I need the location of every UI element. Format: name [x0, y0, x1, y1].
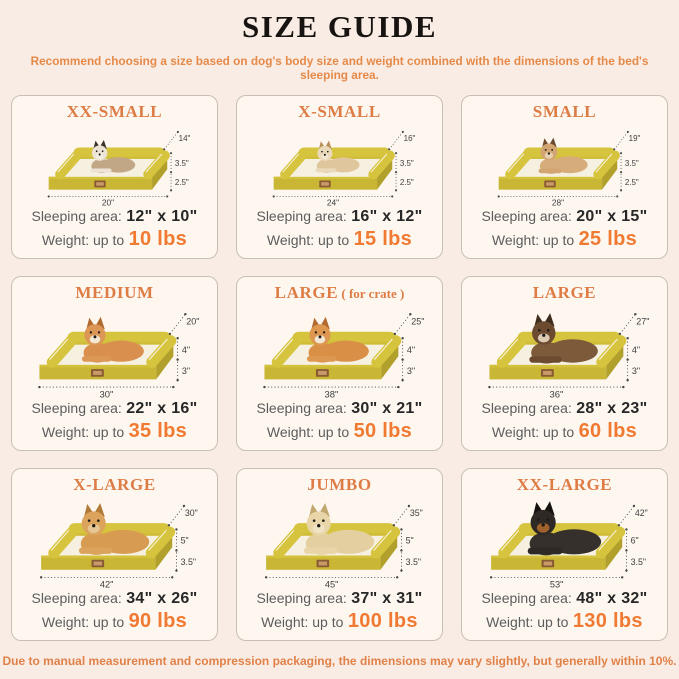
- svg-text:2.5": 2.5": [624, 177, 639, 187]
- weight-label: Weight: up to: [41, 424, 125, 440]
- size-name-label: X-SMALL: [298, 102, 381, 121]
- svg-text:14": 14": [178, 133, 191, 143]
- dog-bed-image: [466, 495, 663, 589]
- svg-text:25": 25": [411, 316, 425, 327]
- weight-label: Weight: up to: [491, 232, 575, 248]
- weight-label: Weight: up to: [486, 614, 569, 630]
- sleeping-area-value: 28" x 23": [576, 399, 648, 417]
- svg-text:42": 42": [100, 579, 114, 589]
- size-name: [67, 103, 162, 122]
- sleeping-area-label: Sleeping area:: [256, 399, 347, 416]
- svg-text:3.5": 3.5": [399, 158, 414, 168]
- weight-value: 50 lbs: [353, 420, 413, 442]
- bed-illustration-svg: [474, 303, 654, 399]
- weight-value: 90 lbs: [128, 610, 188, 632]
- size-name-label: LARGE: [532, 283, 597, 302]
- size-card: [11, 276, 218, 451]
- svg-text:3.5": 3.5": [174, 158, 189, 168]
- size-name-label: XX-SMALL: [66, 102, 163, 121]
- size-name-label: SMALL: [532, 102, 597, 121]
- weight-line: [267, 419, 412, 443]
- sleeping-area-line: [31, 399, 197, 418]
- svg-text:5": 5": [405, 535, 414, 546]
- size-name-label: X-LARGE: [73, 475, 156, 494]
- size-name: [73, 476, 156, 495]
- weight-value: 25 lbs: [578, 228, 638, 250]
- size-card: [11, 95, 218, 259]
- svg-text:53": 53": [550, 579, 564, 589]
- svg-text:3": 3": [407, 365, 416, 376]
- bed-illustration-svg: [251, 495, 427, 589]
- size-card: [461, 276, 668, 451]
- size-card: [461, 468, 668, 641]
- dog-bed-image: [241, 122, 438, 207]
- size-card: [11, 468, 218, 641]
- weight-value: 100 lbs: [347, 610, 418, 632]
- weight-line: [267, 227, 412, 251]
- dog-bed-image: [466, 303, 663, 399]
- svg-text:4": 4": [182, 344, 191, 355]
- sleeping-area-value: 30" x 21": [351, 399, 423, 417]
- sleeping-area-line: [256, 399, 422, 418]
- svg-text:3.5": 3.5": [405, 556, 422, 567]
- dog-bed-image: [16, 495, 213, 589]
- sleeping-area-value: 16" x 12": [351, 207, 423, 225]
- svg-text:30": 30": [185, 507, 199, 518]
- dog-bed-image: [16, 303, 213, 399]
- weight-line: [492, 419, 637, 443]
- size-name-label: LARGE: [274, 283, 339, 302]
- size-name: [275, 284, 405, 303]
- weight-value: 130 lbs: [572, 610, 643, 632]
- svg-text:16": 16": [403, 133, 416, 143]
- sleeping-area-line: [256, 207, 422, 226]
- svg-text:3.5": 3.5": [630, 556, 647, 567]
- page-title: SIZE GUIDE: [241, 9, 438, 44]
- size-name-note: ( for crate ): [338, 286, 405, 301]
- weight-line: [42, 609, 187, 633]
- sleeping-area-label: Sleeping area:: [256, 207, 347, 224]
- svg-text:35": 35": [410, 507, 424, 518]
- sleeping-area-value: 48" x 32": [576, 589, 648, 607]
- weight-value: 15 lbs: [353, 228, 413, 250]
- svg-text:6": 6": [630, 535, 639, 546]
- size-grid: [11, 95, 668, 641]
- sleeping-area-line: [31, 589, 197, 608]
- sleeping-area-label: Sleeping area:: [31, 399, 122, 416]
- dog-bed-image: [241, 303, 438, 399]
- svg-text:2.5": 2.5": [174, 177, 189, 187]
- sleeping-area-label: Sleeping area:: [481, 589, 572, 606]
- dog-bed-image: [241, 495, 438, 589]
- weight-line: [42, 419, 187, 443]
- sleeping-area-label: Sleeping area:: [31, 207, 122, 224]
- svg-text:20": 20": [101, 197, 114, 207]
- svg-text:3.5": 3.5": [180, 556, 197, 567]
- size-name: [533, 103, 596, 122]
- sleeping-area-label: Sleeping area:: [481, 399, 572, 416]
- svg-text:19": 19": [628, 133, 641, 143]
- bed-illustration-svg: [24, 303, 204, 399]
- svg-text:2.5": 2.5": [399, 177, 414, 187]
- size-card: [236, 95, 443, 259]
- svg-text:28": 28": [551, 197, 564, 207]
- size-name-label: JUMBO: [307, 475, 372, 494]
- sleeping-area-value: 20" x 15": [576, 207, 648, 225]
- bed-illustration-svg: [476, 495, 652, 589]
- svg-text:27": 27": [636, 316, 650, 327]
- weight-line: [492, 227, 637, 251]
- sleeping-area-line: [481, 207, 647, 226]
- sleeping-area-label: Sleeping area:: [31, 589, 122, 606]
- sleeping-area-line: [256, 589, 422, 608]
- svg-text:30": 30": [99, 389, 114, 399]
- sleeping-area-value: 37" x 31": [351, 589, 423, 607]
- weight-line: [261, 609, 418, 633]
- size-name: [298, 103, 381, 122]
- weight-label: Weight: up to: [266, 424, 350, 440]
- size-name: [307, 476, 371, 495]
- svg-text:3.5": 3.5": [624, 158, 639, 168]
- weight-value: 35 lbs: [128, 420, 188, 442]
- bed-illustration-svg: [485, 122, 645, 207]
- bed-illustration-svg: [26, 495, 202, 589]
- sleeping-area-line: [481, 399, 647, 418]
- weight-label: Weight: up to: [261, 614, 344, 630]
- size-card: [461, 95, 668, 259]
- size-name: [517, 476, 612, 495]
- svg-text:3": 3": [632, 365, 641, 376]
- weight-label: Weight: up to: [491, 424, 575, 440]
- size-name-label: XX-LARGE: [516, 475, 613, 494]
- recommendation-subtitle: Recommend choosing a size based on dog's body size and weight combined with the dimensions of the bed's sleeping area.: [30, 54, 649, 82]
- svg-text:36": 36": [549, 389, 564, 399]
- svg-text:42": 42": [635, 507, 649, 518]
- weight-label: Weight: up to: [41, 232, 125, 248]
- weight-line: [42, 227, 187, 251]
- svg-text:4": 4": [632, 344, 641, 355]
- svg-text:4": 4": [407, 344, 416, 355]
- weight-label: Weight: up to: [266, 232, 350, 248]
- weight-value: 10 lbs: [128, 228, 188, 250]
- sleeping-area-value: 22" x 16": [126, 399, 198, 417]
- svg-text:3": 3": [182, 365, 191, 376]
- svg-text:20": 20": [186, 316, 200, 327]
- bed-illustration-svg: [35, 122, 195, 207]
- sleeping-area-line: [481, 589, 647, 608]
- sleeping-area-value: 12" x 10": [126, 207, 198, 225]
- size-card: [236, 468, 443, 641]
- sleeping-area-line: [31, 207, 197, 226]
- svg-text:5": 5": [180, 535, 189, 546]
- dog-bed-image: [466, 122, 663, 207]
- weight-label: Weight: up to: [41, 614, 125, 630]
- disclaimer-text: Due to manual measurement and compression packaging, the dimensions may vary slightly, but generally within 10%.: [2, 654, 677, 668]
- dog-bed-image: [16, 122, 213, 207]
- svg-text:24": 24": [326, 197, 339, 207]
- size-name-label: MEDIUM: [75, 283, 154, 302]
- size-card: [236, 276, 443, 451]
- svg-text:38": 38": [324, 389, 339, 399]
- bed-illustration-svg: [249, 303, 429, 399]
- svg-text:45": 45": [325, 579, 339, 589]
- bed-illustration-svg: [260, 122, 420, 207]
- size-name: [75, 284, 153, 303]
- weight-value: 60 lbs: [578, 420, 638, 442]
- size-name: [533, 284, 596, 303]
- sleeping-area-label: Sleeping area:: [256, 589, 347, 606]
- sleeping-area-value: 34" x 26": [126, 589, 198, 607]
- weight-line: [486, 609, 643, 633]
- sleeping-area-label: Sleeping area:: [481, 207, 572, 224]
